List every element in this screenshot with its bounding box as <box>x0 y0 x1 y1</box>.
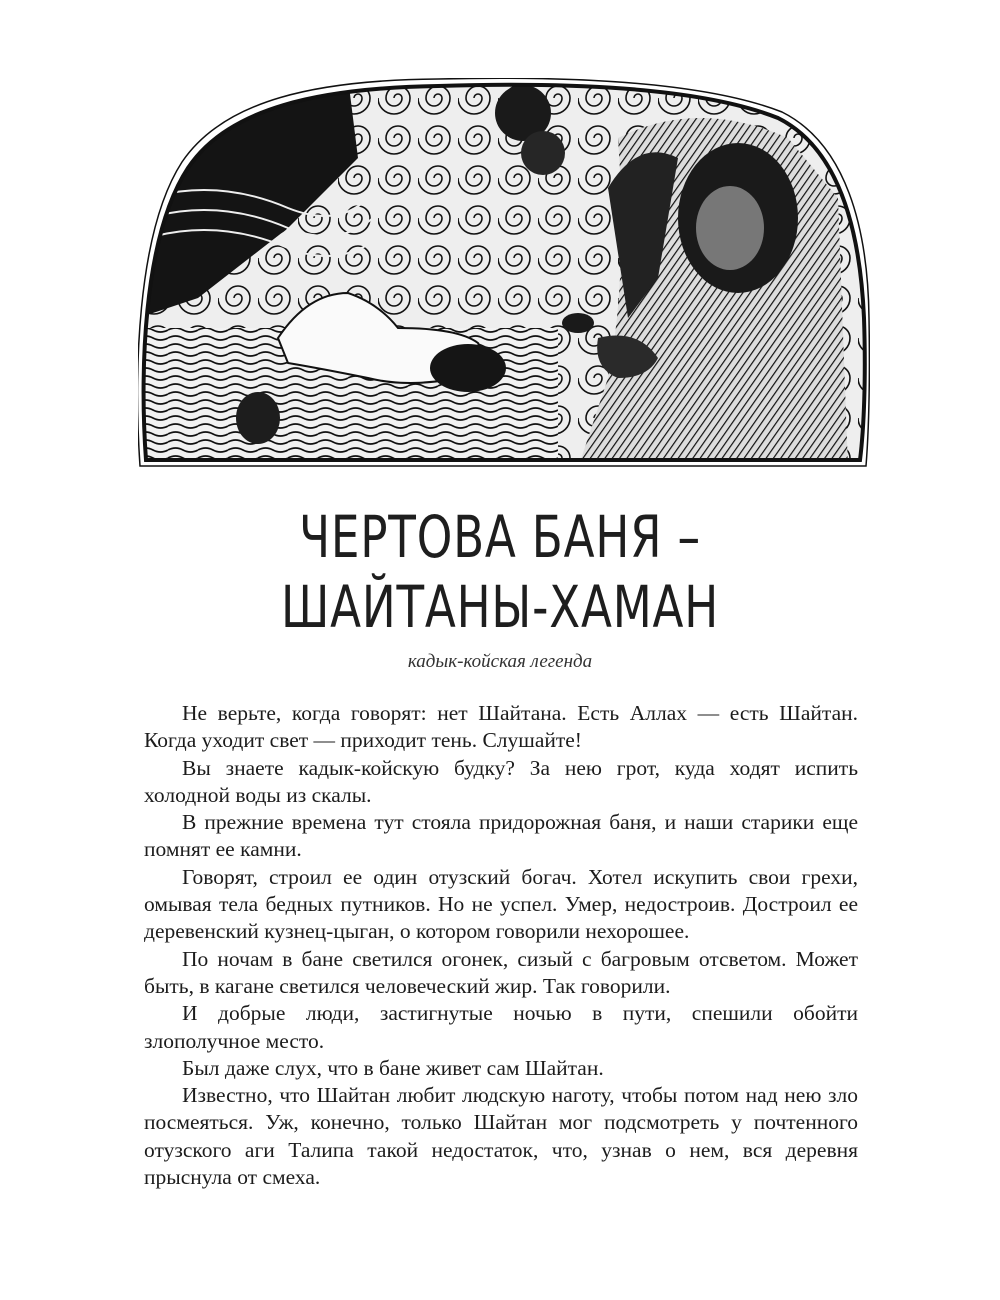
chapter-subtitle: кадык-койская легенда <box>407 651 593 672</box>
woodcut-illustration-icon <box>138 78 870 468</box>
paragraph: В прежние времена тут стояла придорожная баня, и наши старики еще помнят ее камни. <box>144 810 858 862</box>
chapter-title-line-1: ЧЕРТОВА БАНЯ – <box>299 503 701 571</box>
chapter-title-line-2: ШАЙТАНЫ-ХАМАН <box>280 573 720 641</box>
paragraph: По ночам в бане светился огонек, сизый с багровым отсветом. Может быть, в кагане светился человеческий жир. Так говорили. <box>144 946 858 998</box>
paragraph: Был даже слух, что в бане живет сам Шайтан. <box>182 1055 604 1080</box>
body-text <box>144 700 858 1191</box>
paragraph: Известно, что Шайтан любит людскую наготу, чтобы потом над нею зло посмеяться. Уж, конечно, только Шайтан мог подсмотреть у почтенного отузского аги Талипа такой недостаток, что, узнав о нем, вся деревня прыснула от смеха. <box>144 1083 858 1190</box>
paragraph: Вы знаете кадык-койскую будку? За нею грот, куда ходят испить холодной воды из скалы. <box>144 755 858 807</box>
paragraph: Говорят, строил ее один отузский богач. Хотел искупить свои грехи, омывая тела бедных путников. Но не успел. Умер, недостроив. Достроил ее деревенский кузнец-цыган, о котором говорили нехорошее. <box>144 864 858 944</box>
paragraph: Не верьте, когда говорят: нет Шайтана. Есть Аллах — есть Шайтан. Когда уходит свет — приходит тень. Слушайте! <box>144 701 858 753</box>
paragraph: И добрые люди, застигнутые ночью в пути, спешили обойти злополучное место. <box>144 1001 858 1053</box>
